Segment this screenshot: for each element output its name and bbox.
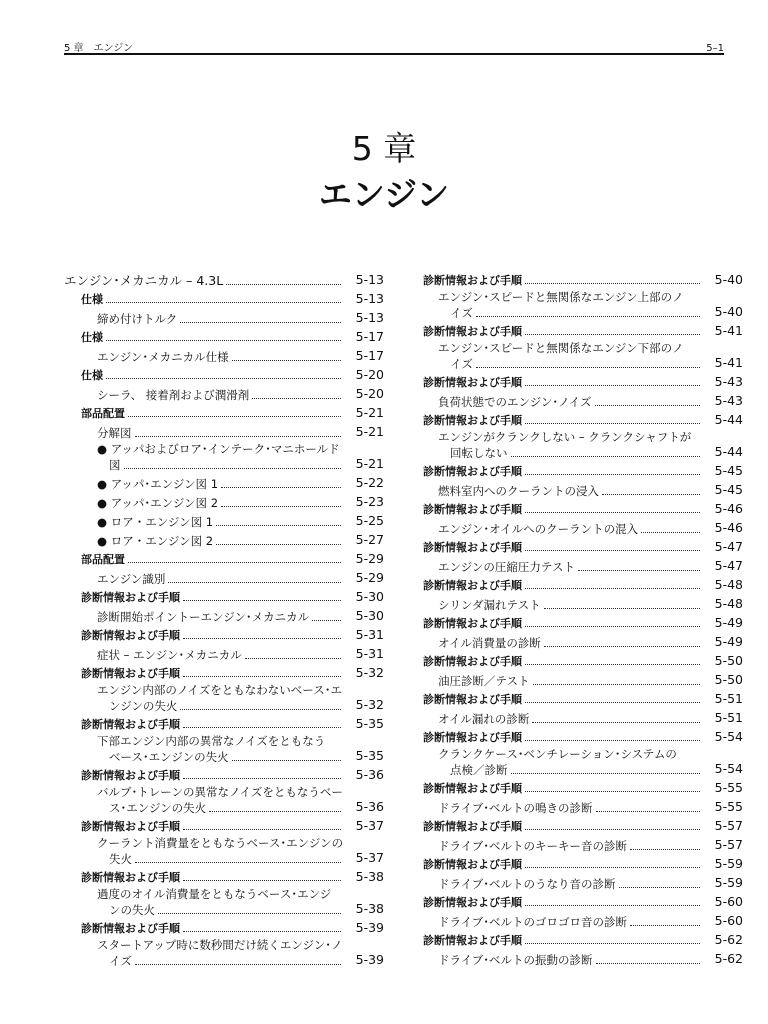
toc-page-number: 5-57 [714,818,743,833]
toc-page-number: 5-62 [714,951,743,966]
dot-leader [168,582,341,583]
toc-entry-title: 診断情報および手順 [423,896,522,909]
dot-leader [525,943,700,944]
toc-entry-title: クランクケース･ベンチレーション･システムの [438,747,677,761]
toc-entry[interactable] [423,949,743,968]
toc-entry-title: 診断情報および手順 [81,922,180,935]
toc-section-entry[interactable] [423,892,743,911]
toc-section-entry[interactable] [64,587,384,606]
dot-leader [525,512,700,513]
toc-entry-title: スタートアップ時に数秒間だけ続くエンジン･ノ [97,938,343,952]
dot-leader [216,544,341,545]
toc-page-number: 5-35 [355,716,384,731]
toc-page-number: 5-45 [714,463,743,478]
toc-entry[interactable] [423,632,743,651]
toc-entry-title: 診断情報および手順 [423,782,522,795]
toc-page-number: 5-51 [714,691,743,706]
toc-section-entry[interactable] [423,461,743,480]
toc-section-entry[interactable] [423,321,743,340]
toc-section-entry[interactable] [64,289,384,308]
toc-entry-title: 診断情報および手順 [423,820,522,833]
toc-entry-title: ● アッパ･エンジン図 2 [97,496,219,510]
toc-section-entry[interactable] [64,549,384,568]
toc-entry-title: 診断情報および手順 [81,718,180,731]
dot-leader [124,468,342,469]
dot-leader [532,722,700,723]
toc-page-number: 5-41 [714,355,743,370]
dot-leader [183,727,341,728]
toc-section-entry[interactable] [423,651,743,670]
toc-section-entry[interactable] [64,816,384,835]
dot-leader [476,316,700,317]
toc-entry[interactable] [423,429,743,461]
dot-leader [252,398,341,399]
toc-entry-title: 診断情報および手順 [423,325,522,338]
toc-section-entry[interactable] [423,270,743,289]
dot-leader [595,405,700,406]
toc-entry-title: ベース･エンジンの失火 [109,750,229,764]
toc-section-entry[interactable] [423,778,743,797]
toc-page-number: 5-49 [714,634,743,649]
toc-entry-title: 診断情報および手順 [423,731,522,744]
toc-entry-title: ンの失火 [109,903,155,917]
toc-page-number: 5-25 [355,513,384,528]
toc-entry[interactable] [64,733,384,765]
toc-entry-title: ス･エンジンの失火 [109,801,207,815]
toc-entry-title: イズ [450,357,473,371]
toc-entry[interactable] [423,797,743,816]
toc-entry-title: エンジンの圧縮圧力テスト [438,560,575,574]
toc-section-entry[interactable] [64,714,384,733]
toc-entry[interactable] [64,835,384,867]
toc-page-number: 5-39 [355,920,384,935]
dot-leader [630,925,700,926]
toc-page-number: 5-48 [714,596,743,611]
toc-entry[interactable] [423,391,743,410]
toc-entry-title: 点検／診断 [450,763,508,777]
toc-section-entry[interactable] [64,918,384,937]
toc-entry[interactable] [64,422,384,441]
dot-leader [106,378,341,379]
toc-entry-title: エンジン･メカニカル仕様 [97,350,229,364]
toc-section-entry[interactable] [423,410,743,429]
toc-entry-title: ンジンの失火 [109,699,178,713]
toc-page-number: 5-54 [714,761,743,776]
toc-entry-title: ● ロア・エンジン図 2 [97,534,214,548]
toc-entry-title: 診断情報および手順 [423,579,522,592]
toc-entry-title: 過度のオイル消費量をともなうベース･エンジ [97,887,332,901]
toc-page-number: 5-31 [355,646,384,661]
header-rule [64,53,724,55]
toc-entry[interactable] [423,670,743,689]
toc-entry[interactable] [423,746,743,778]
toc-entry-title: 診断情報および手順 [423,376,522,389]
dot-leader [525,626,700,627]
toc-page-number: 5-55 [714,799,743,814]
header-chapter: 5 章 エンジン [64,43,134,54]
toc-page-number: 5-29 [355,551,384,566]
toc-entry[interactable] [64,492,384,511]
dot-leader [180,322,341,323]
toc-page-number: 5-23 [355,494,384,509]
toc-entry[interactable] [423,873,743,892]
toc-page-number: 5-30 [355,589,384,604]
toc-entry[interactable] [64,308,384,327]
dot-leader [525,588,700,589]
toc-entry[interactable] [423,340,743,372]
dot-leader [544,608,700,609]
toc-entry-title: イズ [109,954,132,968]
toc-section-entry[interactable] [64,270,384,289]
toc-entry-title: 診断情報および手順 [423,934,522,947]
toc-entry-title: ドライブ･ベルトのうなり音の診断 [438,877,616,891]
dot-leader [578,570,700,571]
toc-section-entry[interactable] [423,930,743,949]
toc-page-number: 5-32 [355,697,384,712]
toc-entry-title: 締め付けトルク [97,312,178,326]
toc-page-number: 5-13 [355,272,384,287]
dot-leader [209,811,341,812]
toc-entry-title: 診断開始ポイントーエンジン･メカニカル [97,610,310,624]
toc-entry-title: 診断情報および手順 [423,274,522,287]
toc-entry[interactable] [64,441,384,473]
toc-entry-title: エンジンがクランクしない – クランクシャフトが [438,430,692,444]
toc-page-number: 5-38 [355,901,384,916]
toc-section-entry[interactable] [423,372,743,391]
toc-section-entry[interactable] [423,854,743,873]
toc-entry[interactable] [64,511,384,530]
dot-leader [183,676,341,677]
toc-section-entry[interactable] [423,689,743,708]
dot-leader [183,638,341,639]
toc-page-number: 5-43 [714,374,743,389]
toc-section-entry[interactable] [64,765,384,784]
toc-section-entry[interactable] [423,537,743,556]
toc-entry[interactable] [423,835,743,854]
dot-leader [511,456,701,457]
dot-leader [525,550,700,551]
dot-leader [525,664,700,665]
toc-entry-title: ドライブ･ベルトの鳴きの診断 [438,801,593,815]
toc-page-number: 5-36 [355,799,384,814]
toc-page-number: 5-29 [355,570,384,585]
toc-entry-title: 下部エンジン内部の異常なノイズをともなう [97,734,326,748]
toc-page-number: 5-50 [714,653,743,668]
toc-entry-title: 燃料室内へのクーラントの浸入 [438,484,599,498]
toc-page-number: 5-62 [714,932,743,947]
toc-entry-title: 診断情報および手順 [423,693,522,706]
toc-entry-title: 仕様 [81,369,103,382]
toc-page-number: 5-22 [355,475,384,490]
toc-page-number: 5-43 [714,393,743,408]
toc-entry-title: 図 [109,458,121,472]
toc-entry[interactable] [423,708,743,727]
toc-entry-title: シーラ、 接着剤および潤滑剤 [97,388,250,402]
toc-page-number: 5-17 [355,348,384,363]
header-page-number: 5–1 [706,43,724,54]
toc-page-number: 5-27 [355,532,384,547]
toc-entry-title: ● アッパ･エンジン図 1 [97,477,219,491]
toc-entry-title: 失火 [109,852,132,866]
dot-leader [525,474,700,475]
toc-page-number: 5-38 [355,869,384,884]
toc-page-number: 5-46 [714,520,743,535]
toc-section-entry[interactable] [64,625,384,644]
toc-entry-title: 診断情報および手順 [423,655,522,668]
toc-page-number: 5-47 [714,558,743,573]
toc-entry-title: イズ [450,306,473,320]
dot-leader [476,367,700,368]
toc-entry[interactable] [423,289,743,321]
toc-section-entry[interactable] [64,403,384,422]
dot-leader [525,702,700,703]
toc-page-number: 5-13 [355,291,384,306]
dot-leader [221,506,341,507]
toc-entry-title: 診断情報および手順 [423,541,522,554]
toc-entry-title: ● アッパおよびロア･インテーク･マニホールド [97,442,340,456]
toc-page-number: 5-37 [355,850,384,865]
toc-entry-title: 仕様 [81,331,103,344]
toc-page-number: 5-30 [355,608,384,623]
toc-entry-title: 負荷状態でのエンジン･ノイズ [438,395,592,409]
toc-page-number: 5-59 [714,875,743,890]
dot-leader [183,931,341,932]
dot-leader [245,658,341,659]
dot-leader [183,829,341,830]
dot-leader [128,416,341,417]
dot-leader [312,620,341,621]
toc-entry-title: 診断情報および手順 [423,617,522,630]
toc-entry-title: オイル消費量の診断 [438,636,541,650]
toc-page-number: 5-35 [355,748,384,763]
dot-leader [525,334,700,335]
dot-leader [525,740,700,741]
toc-entry-title: エンジン･スピードと無関係なエンジン上部のノ [438,290,684,304]
dot-leader [525,283,700,284]
toc-page-number: 5-49 [714,615,743,630]
dot-leader [232,760,341,761]
toc-entry-title: 診断情報および手順 [423,503,522,516]
toc-section-entry[interactable] [64,663,384,682]
toc-page-number: 5-36 [355,767,384,782]
toc-entry-title: 診断情報および手順 [81,667,180,680]
toc-entry[interactable] [423,911,743,930]
toc-entry[interactable] [64,530,384,549]
toc-entry[interactable] [64,346,384,365]
toc-entry-title: 診断情報および手順 [81,820,180,833]
toc-page-number: 5-39 [355,952,384,967]
toc-entry-title: 症状 – エンジン･メカニカル [97,648,242,662]
toc-page-number: 5-21 [355,405,384,420]
dot-leader [525,385,700,386]
toc-entry-title: エンジン･スピードと無関係なエンジン下部のノ [438,341,684,355]
toc-entry-title: 診断情報および手順 [81,591,180,604]
toc-page-number: 5-31 [355,627,384,642]
toc-entry[interactable] [423,556,743,575]
toc-entry-title: 診断情報および手順 [81,871,180,884]
toc-page-number: 5-45 [714,482,743,497]
dot-leader [216,525,341,526]
toc-entry[interactable] [64,606,384,625]
toc-section-entry[interactable] [64,867,384,886]
toc-page-number: 5-51 [714,710,743,725]
toc-entry-title: エンジン内部のノイズをともなわないベース･エ [97,683,342,697]
toc-entry-title: 診断情報および手順 [81,629,180,642]
toc-page-number: 5-21 [355,424,384,439]
toc-section-entry[interactable] [423,613,743,632]
dot-leader [525,829,700,830]
toc-section-entry[interactable] [64,365,384,384]
toc-page-number: 5-37 [355,818,384,833]
toc-section-entry[interactable] [423,816,743,835]
dot-leader [525,791,700,792]
toc-right-column [423,270,743,968]
chapter-title [0,128,768,216]
toc-page-number: 5-54 [714,729,743,744]
toc-entry[interactable] [423,518,743,537]
dot-leader [596,811,700,812]
toc-page-number: 5-44 [714,412,743,427]
toc-entry-title: 診断情報および手順 [423,858,522,871]
toc-page-number: 5-60 [714,913,743,928]
toc-entry-title: 診断情報および手順 [423,414,522,427]
toc-entry[interactable] [64,937,384,969]
toc-entry[interactable] [64,886,384,918]
toc-entry-title: ドライブ･ベルトのキーキー音の診断 [438,839,628,853]
toc-page-number: 5-20 [355,367,384,382]
toc-entry-title: クーラント消費量をともなうベース･エンジンの [97,836,344,850]
chapter-name: エンジン [318,175,450,214]
toc-entry[interactable] [64,568,384,587]
toc-entry[interactable] [64,644,384,663]
dot-leader [158,913,341,914]
toc-entry-title: ドライブ･ベルトのゴロゴロ音の診断 [438,915,628,929]
toc-section-entry[interactable] [423,575,743,594]
dot-leader [602,494,700,495]
toc-page-number: 5-46 [714,501,743,516]
toc-entry[interactable] [423,594,743,613]
dot-leader [641,532,700,533]
dot-leader [630,849,700,850]
toc-entry-title: 油圧診断／テスト [438,674,530,688]
toc-section-entry[interactable] [423,727,743,746]
toc-entry[interactable] [64,384,384,403]
toc-left-column [64,270,384,969]
dot-leader [135,862,341,863]
dot-leader [596,963,700,964]
toc-page-number: 5-55 [714,780,743,795]
toc-page-number: 5-57 [714,837,743,852]
toc-page-number: 5-32 [355,665,384,680]
toc-entry-title: シリンダ漏れテスト [438,598,541,612]
toc-page-number: 5-59 [714,856,743,871]
toc-entry-title: 診断情報および手順 [81,769,180,782]
toc-entry-title: 回転しない [450,446,508,460]
dot-leader [525,867,700,868]
dot-leader [183,880,341,881]
dot-leader [619,887,700,888]
chapter-number: 5 章 [351,129,417,168]
dot-leader [533,684,700,685]
toc-entry-title: エンジン･メカニカル – 4.3L [64,273,224,288]
toc-entry-title: 仕様 [81,293,103,306]
running-header [64,38,724,54]
toc-entry-title: 部品配置 [81,407,125,420]
dot-leader [183,600,341,601]
toc-page-number: 5-21 [355,456,384,471]
toc-section-entry[interactable] [423,499,743,518]
dot-leader [226,284,341,285]
toc-entry-title: 分解図 [97,426,132,440]
toc-section-entry[interactable] [64,327,384,346]
dot-leader [511,773,701,774]
toc-entry-title: 部品配置 [81,553,125,566]
dot-leader [525,423,700,424]
toc-entry[interactable] [64,682,384,714]
toc-page-number: 5-17 [355,329,384,344]
toc-page-number: 5-44 [714,444,743,459]
dot-leader [135,964,341,965]
dot-leader [544,646,700,647]
toc-entry-title: エンジン･オイルへのクーラントの混入 [438,522,639,536]
dot-leader [128,562,341,563]
dot-leader [135,436,342,437]
toc-entry-title: ● ロア・エンジン図 1 [97,515,214,529]
dot-leader [221,487,341,488]
toc-page-number: 5-60 [714,894,743,909]
toc-page-number: 5-40 [714,304,743,319]
toc-page-number: 5-41 [714,323,743,338]
toc-page-number: 5-48 [714,577,743,592]
toc-entry[interactable] [423,480,743,499]
toc-entry[interactable] [64,473,384,492]
toc-entry-title: オイル漏れの診断 [438,712,530,726]
toc-entry-title: エンジン識別 [97,572,166,586]
dot-leader [180,709,341,710]
toc-entry[interactable] [64,784,384,816]
toc-page-number: 5-20 [355,386,384,401]
dot-leader [106,340,341,341]
toc-page-number: 5-13 [355,310,384,325]
dot-leader [106,302,341,303]
toc-page-number: 5-40 [714,272,743,287]
toc-page-number: 5-47 [714,539,743,554]
toc-entry-title: 診断情報および手順 [423,465,522,478]
toc-entry-title: バルブ･トレーンの異常なノイズをともなうベー [97,785,343,799]
dot-leader [183,778,341,779]
toc-entry-title: ドライブ･ベルトの振動の診断 [438,953,593,967]
dot-leader [232,360,341,361]
toc-page-number: 5-50 [714,672,743,687]
dot-leader [525,905,700,906]
